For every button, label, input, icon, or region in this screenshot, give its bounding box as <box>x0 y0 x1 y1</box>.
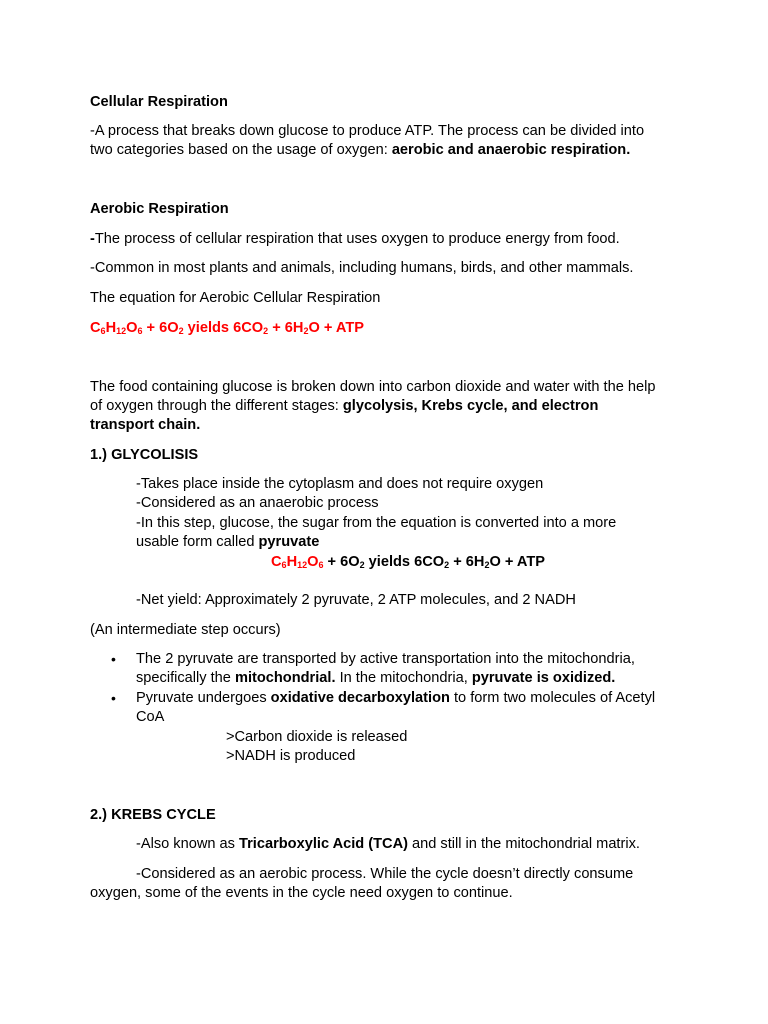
food-line-2-text: of oxygen through the different stages: <box>90 398 343 414</box>
bullet-2-marker: • <box>111 690 116 706</box>
food-line-3: transport chain. <box>90 417 201 433</box>
intermediate-note: (An intermediate step occurs) <box>90 622 281 638</box>
glycolysis-heading: 1.) GLYCOLISIS <box>90 447 199 463</box>
glycolysis-line-4-emphasis: pyruvate <box>258 534 320 550</box>
intro-line-1: -A process that breaks down glucose to produce ATP. The process can be divided into <box>90 123 645 139</box>
glycolysis-line-2: -Considered as an anaerobic process <box>136 495 379 511</box>
aerobic-p1-dash: - <box>90 231 95 247</box>
krebs-heading: 2.) KREBS CYCLE <box>90 807 216 823</box>
krebs-line-3: oxygen, some of the events in the cycle need oxygen to continue. <box>90 885 513 901</box>
glycolysis-line-1: -Takes place inside the cytoplasm and does not require oxygen <box>136 476 544 492</box>
food-line-2-emphasis: glycolysis, Krebs cycle, and electron <box>342 398 599 414</box>
glycolysis-line-4-text: usable form called <box>136 534 259 550</box>
intermediate-sub-2: >NADH is produced <box>226 748 356 764</box>
aerobic-equation: $C_6H_{12}O_6 + 6O_2$ yields $6CO_2 + 6H_2O$ + ATP <box>90 320 364 336</box>
bullet-2-line-1: Pyruvate undergoes oxidative decarboxylation to form two molecules of Acetyl <box>136 690 656 706</box>
bullet-1-marker: • <box>111 651 116 667</box>
bullet-1-line-1: The 2 pyruvate are transported by active transportation into the mitochondria, <box>136 651 635 667</box>
aerobic-paragraph-2: -Common in most plants and animals, including humans, birds, and other mammals. <box>90 260 634 276</box>
intro-line-2 <box>90 141 630 161</box>
glycolysis-equation: $C_6H_{12}O_6 + 6O_2$ yields $6CO_2 + 6H_2O$ + ATP <box>271 554 545 570</box>
intro-line-2-emphasis: aerobic and anaerobic respiration. <box>391 142 631 158</box>
glycolysis-line-3: -In this step, glucose, the sugar from the equation is converted into a more <box>136 515 617 531</box>
krebs-line-2: -Considered as an aerobic process. While the cycle doesn’t directly consume <box>136 866 634 882</box>
krebs-line-1: -Also known as Tricarboxylic Acid (TCA) and still in the mitochondrial matrix. <box>136 836 640 852</box>
food-line-1: The food containing glucose is broken down into carbon dioxide and water with the help <box>90 379 656 395</box>
glycolysis-line-4 <box>136 533 319 553</box>
bullet-1-line-2: specifically the mitochondrial. In the mitochondria, pyruvate is oxidized. <box>136 670 616 686</box>
intermediate-sub-1: >Carbon dioxide is released <box>226 729 408 745</box>
aerobic-heading: Aerobic Respiration <box>90 201 229 217</box>
bullet-2-line-2: CoA <box>136 709 165 725</box>
aerobic-paragraph-1 <box>90 230 620 250</box>
food-line-2 <box>90 397 598 417</box>
aerobic-p1-text: The process of cellular respiration that uses oxygen to produce energy from food. <box>94 231 620 247</box>
glycolysis-net-yield: -Net yield: Approximately 2 pyruvate, 2 ATP molecules, and 2 NADH <box>136 592 576 608</box>
intro-line-2-text: two categories based on the usage of oxygen: <box>90 142 392 158</box>
page-title: Cellular Respiration <box>90 94 228 110</box>
aerobic-paragraph-3: The equation for Aerobic Cellular Respiration <box>90 290 381 306</box>
